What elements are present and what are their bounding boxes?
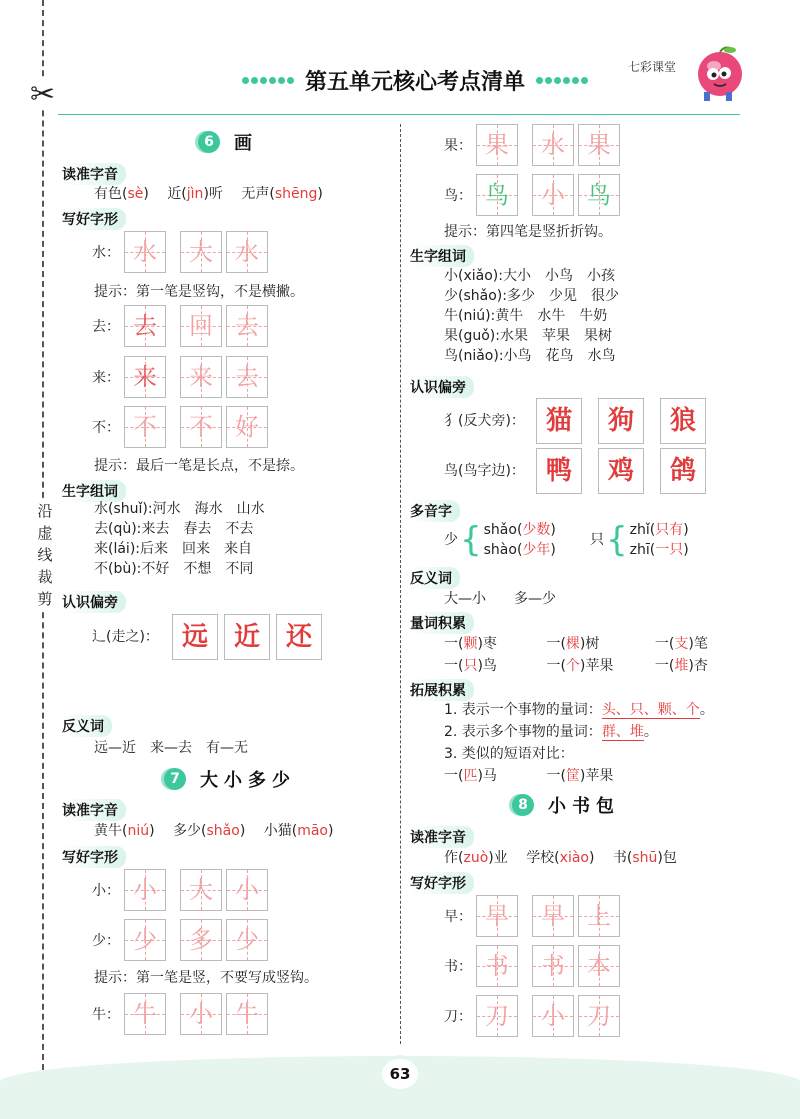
grid-character: 小 <box>133 876 157 904</box>
tip-text: 提示：最后一笔是长点，不是捺。 <box>94 458 304 474</box>
radical-row: 鸟(鸟字边)： 鸭 鸡 鸽 <box>444 448 712 494</box>
radical-character: 还 <box>276 614 322 660</box>
tip-text: 提示：第一笔是竖，不要写成竖钩。 <box>94 970 318 986</box>
expand-list: 1. 表示一个事物的量词：头、只、颗、个。 2. 表示多个事物的量词：群、堆。 3. 类似的短语对比： 一(匹)马 一(筐)苹果 <box>444 702 714 784</box>
write-row <box>92 993 272 1035</box>
antonym-line: 大—小 多—少 <box>444 591 556 607</box>
write-row <box>444 895 624 937</box>
lesson-name: 大小多少 <box>200 770 296 791</box>
grid-character: 去 <box>133 312 157 340</box>
lesson-number: 7 <box>164 768 186 790</box>
brand-label: 七彩课堂 <box>628 60 677 74</box>
section-measure: 量词积累 <box>410 612 474 634</box>
write-row <box>444 174 624 216</box>
writing-grid-cell <box>476 895 518 937</box>
row-label: 书： <box>444 959 472 975</box>
grid-character: 鸟 <box>587 181 611 209</box>
writing-grid-cell <box>226 919 268 961</box>
page-title: 第五单元核心考点清单 <box>304 68 525 95</box>
grid-character: 早 <box>541 902 565 930</box>
radical-character: 狗 <box>598 398 644 444</box>
writing-grid-cell <box>532 895 574 937</box>
grid-character: 本 <box>587 952 611 980</box>
grid-character: 少 <box>133 926 157 954</box>
apple-mascot-icon <box>692 44 744 102</box>
write-row <box>444 995 624 1037</box>
grid-character: 刀 <box>485 1002 509 1030</box>
grid-character: 水 <box>133 238 157 266</box>
grid-character: 果 <box>587 131 611 159</box>
section-radical: 认识偏旁 <box>410 376 474 398</box>
write-row <box>92 305 272 347</box>
section-write: 写好字形 <box>62 208 126 230</box>
grid-character: 水 <box>541 131 565 159</box>
header-rule <box>58 114 740 115</box>
lesson-8-heading <box>512 792 620 818</box>
grid-character: 大 <box>189 876 213 904</box>
writing-grid-cell <box>226 869 268 911</box>
lesson-number: 6 <box>198 131 220 153</box>
writing-grid-cell <box>180 231 222 273</box>
radical-row: 犭(反犬旁)： 猫 狗 狼 <box>444 398 712 444</box>
grid-character: 去 <box>235 312 259 340</box>
writing-grid-cell <box>124 231 166 273</box>
dots-right-icon <box>535 73 589 87</box>
word-list: 水(shuǐ):河水 海水 山水 去(qù):来去 春去 不去 来(lái):后来 回来 来自 不(bù):不好 不想 不同 <box>94 501 265 577</box>
grid-character: 来 <box>133 363 157 391</box>
writing-grid-cell <box>180 305 222 347</box>
grid-character: 书 <box>485 952 509 980</box>
section-read: 读准字音 <box>62 799 126 821</box>
writing-grid-cell <box>226 406 268 448</box>
row-label: 刀： <box>444 1009 472 1025</box>
grid-character: 大 <box>189 238 213 266</box>
writing-grid-cell <box>476 124 518 166</box>
write-row <box>92 919 272 961</box>
writing-grid-cell <box>124 356 166 398</box>
writing-grid-cell <box>124 406 166 448</box>
grid-character: 小 <box>235 876 259 904</box>
section-antonym: 反义词 <box>410 567 460 589</box>
write-row <box>92 231 272 273</box>
radical-character: 鸡 <box>598 448 644 494</box>
brace-icon: { <box>606 520 628 560</box>
grid-character: 果 <box>485 131 509 159</box>
row-label: 水： <box>92 245 120 261</box>
cut-instruction: 沿 虚 线 裁 剪 <box>34 500 56 610</box>
writing-grid-cell <box>180 406 222 448</box>
measure-grid: 一(颗)枣 一(棵)树 一(支)笔 一(只)鸟 一(个)苹果 一(堆)杏 <box>444 636 708 674</box>
radical-character: 近 <box>224 614 270 660</box>
grid-character: 刀 <box>587 1002 611 1030</box>
grid-character: 来 <box>189 363 213 391</box>
writing-grid-cell <box>180 869 222 911</box>
row-label: 小： <box>92 883 120 899</box>
section-read: 读准字音 <box>62 163 126 185</box>
writing-grid-cell <box>124 919 166 961</box>
writing-grid-cell <box>226 993 268 1035</box>
writing-grid-cell <box>476 945 518 987</box>
writing-grid-cell <box>578 995 620 1037</box>
write-row <box>444 124 624 166</box>
radical-character: 鸽 <box>660 448 706 494</box>
grid-character: 少 <box>235 926 259 954</box>
row-label: 早： <box>444 909 472 925</box>
radical-row: 辶(走之)： 远 近 还 <box>92 614 328 660</box>
writing-grid-cell <box>476 174 518 216</box>
writing-grid-cell <box>476 995 518 1037</box>
row-label: 鸟： <box>444 188 472 204</box>
page-header <box>225 62 605 98</box>
writing-grid-cell <box>124 305 166 347</box>
grid-character: 小 <box>541 181 565 209</box>
write-row <box>92 869 272 911</box>
section-radical: 认识偏旁 <box>62 591 126 613</box>
section-expand: 拓展积累 <box>410 679 474 701</box>
tip-text: 提示：第一笔是竖钩，不是横撇。 <box>94 284 304 300</box>
row-label: 去： <box>92 319 120 335</box>
grid-character: 牛 <box>133 1000 157 1028</box>
tip-text: 提示：第四笔是竖折折钩。 <box>444 224 612 240</box>
write-row <box>444 945 624 987</box>
write-row <box>92 406 272 448</box>
writing-grid-cell <box>124 993 166 1035</box>
section-read: 读准字音 <box>410 826 474 848</box>
row-label: 不： <box>92 420 120 436</box>
writing-grid-cell <box>532 124 574 166</box>
grid-character: 牛 <box>235 1000 259 1028</box>
writing-grid-cell <box>578 174 620 216</box>
radical-character: 猫 <box>536 398 582 444</box>
lesson-6-heading <box>198 129 258 155</box>
writing-grid-cell <box>578 945 620 987</box>
lesson-number: 8 <box>512 794 534 816</box>
dots-left-icon <box>241 73 295 87</box>
writing-grid-cell <box>180 356 222 398</box>
writing-grid-cell <box>532 995 574 1037</box>
row-label: 果： <box>444 138 472 154</box>
grid-character: 好 <box>235 413 259 441</box>
grid-character: 书 <box>541 952 565 980</box>
polyphone-group: 少 { shǎo(少数) shào(少年) <box>444 520 556 560</box>
writing-grid-cell <box>226 305 268 347</box>
scissors-icon: ✂ <box>30 77 56 112</box>
section-words: 生字组词 <box>62 480 126 502</box>
writing-grid-cell <box>532 945 574 987</box>
grid-character: 去 <box>235 363 259 391</box>
grid-character: 早 <box>485 902 509 930</box>
writing-grid-cell <box>578 124 620 166</box>
grid-character: 不 <box>133 413 157 441</box>
writing-grid-cell <box>180 919 222 961</box>
grid-character: 上 <box>587 902 611 930</box>
writing-grid-cell <box>180 993 222 1035</box>
section-write: 写好字形 <box>62 846 126 868</box>
section-antonym: 反义词 <box>62 715 112 737</box>
section-polyphone: 多音字 <box>410 500 460 522</box>
writing-grid-cell <box>124 869 166 911</box>
row-label: 来： <box>92 370 120 386</box>
section-write: 写好字形 <box>410 872 474 894</box>
writing-grid-cell <box>578 895 620 937</box>
write-row <box>92 356 272 398</box>
radical-character: 远 <box>172 614 218 660</box>
section-words: 生字组词 <box>410 245 474 267</box>
lesson-name: 画 <box>234 133 258 154</box>
read-line: 黄牛(niú) 多少(shǎo) 小猫(māo) <box>94 823 334 839</box>
writing-grid-cell <box>226 231 268 273</box>
polyphone-group: 只 { zhǐ(只有) zhī(一只) <box>590 520 689 560</box>
grid-character: 小 <box>189 1000 213 1028</box>
read-line: 有色(sè) 近(jìn)听 无声(shēng) <box>94 186 323 202</box>
grid-character: 多 <box>189 926 213 954</box>
lesson-name: 小书包 <box>548 796 620 817</box>
grid-character: 不 <box>189 413 213 441</box>
brace-icon: { <box>460 520 482 560</box>
row-label: 牛： <box>92 1007 120 1023</box>
read-line: 作(zuò)业 学校(xiào) 书(shū)包 <box>444 850 677 866</box>
writing-grid-cell <box>532 174 574 216</box>
word-list: 小(xiǎo):大小 小鸟 小孩 少(shǎo):多少 少见 很少 牛(niú):黄牛 水牛 牛奶 果(guǒ):水果 苹果 果树 鸟(niǎo):小鸟 花鸟 水鸟 <box>444 268 619 364</box>
antonym-line: 远—近 来—去 有—无 <box>94 740 248 756</box>
writing-grid-cell <box>226 356 268 398</box>
row-label: 少： <box>92 933 120 949</box>
grid-character: 回 <box>189 312 213 340</box>
grid-character: 鸟 <box>485 181 509 209</box>
grid-character: 小 <box>541 1002 565 1030</box>
radical-character: 狼 <box>660 398 706 444</box>
radical-character: 鸭 <box>536 448 582 494</box>
lesson-7-heading <box>164 766 296 792</box>
column-separator <box>400 124 401 1044</box>
page-number: 63 <box>382 1059 418 1089</box>
grid-character: 水 <box>235 238 259 266</box>
